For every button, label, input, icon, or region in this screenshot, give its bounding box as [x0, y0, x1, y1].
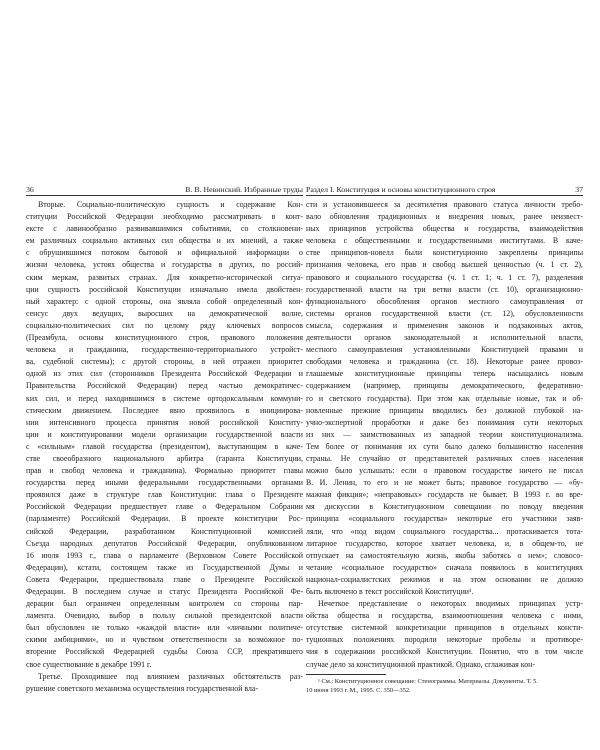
text-line: социально-политических сил по целому ряду ключевых вопросов [26, 320, 303, 330]
text-line: ных принципов устройства общества и государства, взаимодействия [306, 224, 583, 234]
text-line: правового и социального государства (ч. 1 ст. 1; ч. 1 ст. 7), разделения [306, 272, 583, 282]
text-line: смысла, содержания и применения законов и подзаконных актов, [306, 320, 583, 330]
text-line: мя дискуссии в Конституционном совещании по поводу введения [306, 502, 583, 512]
text-line: Федерации), кстати, состоящем также из Государственной Думы и [26, 562, 303, 572]
footnote-line: 10 июня 1993 г. М., 1995. С. 350—352. [306, 687, 411, 695]
running-head [26, 184, 303, 196]
text-line: отсутствие системной конкретизации принципов в отдельных консти- [306, 623, 583, 633]
text-line: ституции Российской Федерации необходимо рассматривать в конт- [26, 212, 303, 222]
text-line: Совета Федерации, предшествовала главе о Президенте Российской [26, 574, 303, 584]
text-line: прав и свобод человека и гражданина). Формально приоритет главы [26, 466, 303, 476]
text-line: литарное государство, которое хватает человека, и, в общем-то, не [306, 538, 583, 548]
text-line: учно-экспертной проработки и даже без понимания сути некоторых [306, 417, 583, 427]
text-line: Правительства Российской Федерации) перед частью демократичес- [26, 381, 303, 391]
text-line: Тем более от понимания их сути было далеко большинство населения [306, 441, 583, 451]
text-line: ем различных социально активных сил общества и их мнений, а также [26, 236, 303, 246]
page-number: 37 [575, 185, 583, 194]
text-line: свое существование в декабре 1991 г. [26, 659, 152, 669]
text-line: нии интенсивного процесса принятия новой российской Конститу- [26, 417, 303, 427]
body-text [306, 199, 583, 671]
text-line: человека с общественными и государственными институтами. В каче- [306, 236, 583, 246]
left-page [26, 184, 303, 695]
text-line: Российской Федерации предшествует главе о Федеральном Собрании [26, 502, 303, 512]
text-line: государства перед иными федеральными государственными органами [26, 478, 303, 488]
text-line: ойства общества и государства, взаимоотношения человека с ними, [306, 611, 583, 621]
text-line: (парламенте) Российской Федерации. В проекте конституции Рос- [26, 514, 303, 524]
text-line: Нечеткое представление о некоторых вводимых принципах устр- [318, 599, 583, 609]
text-line: стве своеобразного национального арбитра (гаранта Конституции, [26, 453, 303, 463]
text-line: стическим движением. Последнее явно проявилось в инициирова- [26, 405, 303, 415]
running-title: В. В. Невинский. Избранные труды [185, 185, 303, 194]
text-line: быть включено в текст российской Конституции¹. [306, 587, 474, 596]
running-title: Раздел I. Конституция и основы конституционного строя [306, 185, 496, 194]
text-line: дерации был ограничен определенным контролем со стороны пар- [26, 599, 303, 609]
text-line: Федерации. В последнем случае и статус Президента Российской Фе- [26, 587, 303, 596]
text-line: функционального обособления органов местного самоуправления от [306, 296, 583, 306]
text-line: случае дело за конституционной практикой. Однако, сглаживая кон- [306, 659, 536, 669]
text-line: вало обновления традиционных и внедрения новых, ранее неизвест- [306, 212, 583, 222]
text-line: туционных положениях породили некоторые пробелы и противоре- [306, 635, 583, 645]
text-line: страны. Не случайно от представителей различных слоев населения [306, 453, 583, 463]
text-line: принципа «социального государства» некоторые его участники заяв- [306, 514, 583, 524]
text-line: содержанием (например, принципы демократического, федеративно- [306, 381, 583, 391]
text-line: был обусловлен не только «жаждой власти» или «личными политиче- [26, 623, 303, 633]
text-line: можно было услышать: если о правовом государстве ничего не писал [306, 466, 583, 476]
footnote [306, 677, 583, 696]
text-line: новленные прежние принципы вводились без должной глубокой на- [306, 405, 583, 415]
body-text [26, 199, 303, 695]
text-line: отпускает на самостоятельную жизнь, якобы заботясь о нем»; словосо- [306, 550, 583, 560]
text-line: ких сил, и перед находившимся в системе ортодоксальным коммуни- [26, 393, 303, 403]
text-line: с обрушившимся потоком бытовой и официальной информации о [26, 248, 303, 258]
text-line: государственной власти на три ветви власти (ст. 10), организационно- [306, 284, 583, 294]
text-line: чия в содержании российской Конституции. Понятно, что в том числе [306, 647, 583, 657]
text-line: ексте с лавинообразно развивавшимися событиями, со столкновени- [26, 224, 303, 234]
text-line: свободами человека и гражданина (ст. 18). Некоторые ранее провоз- [306, 357, 583, 367]
text-line: из них — заимствованных из западной теории конституционализма. [306, 429, 583, 439]
text-line: Третье. Проходившее под влиянием различных обстоятельств раз- [38, 671, 303, 681]
text-line: (Преамбула, основы конституционного строя, правового положения [26, 333, 303, 343]
text-line: национал-социалистских режимов и на этом основании не должно [306, 574, 583, 584]
text-line: деятельности органов законодательной и исполнительной власти, [306, 333, 583, 343]
text-line: ный характер: с одной стороны, она являла собой определенный кон- [26, 296, 303, 306]
right-page [306, 184, 583, 696]
text-line: ляли, что «под видом социального государства... протаскивается тота- [306, 526, 583, 536]
text-line: с «сильным» главой государства (президентом), выступающим в каче- [26, 441, 303, 451]
text-line: Вторые. Социально-политическую сущность и содержание Кон- [38, 200, 303, 209]
text-line: ции и конституировании модели организации государственной власти [26, 429, 303, 439]
text-line: сти и установившееся за десятилетия правового статуса личности требо- [306, 200, 583, 209]
running-head [306, 184, 583, 196]
text-line: скими амбициями», но и чувством ответственности за возможное по- [26, 635, 303, 645]
text-line: глашаемые конституционные принципы теперь насыщались новым [306, 369, 583, 379]
text-line: го и светского государства). При этом как отдельные новые, так и об- [306, 393, 583, 403]
footnote-rule [306, 674, 386, 675]
text-line: одной из этих сил (сторонников Президента Российской Федерации и [26, 369, 303, 379]
text-line: ским меркам, развитых странах. Для конкретно-исторической ситуа- [26, 272, 303, 282]
text-line: человека и гражданина, государственно-территориального устройст- [26, 345, 303, 355]
text-line: вторение Российской Федерацией судьбы Союза ССР, прекратившего [26, 647, 303, 657]
text-line: В. И. Ленин, то его и не может быть; правовое государство — «бу- [306, 478, 583, 488]
text-line: системы органов государственной власти (ст. 12), обусловленности [306, 308, 583, 318]
text-line: четание «социальное государство» сначала появилось в конституциях [306, 562, 583, 572]
text-line: рушение советского механизма осуществления государственной вла- [26, 683, 259, 693]
text-line: ции сущность российской Конституции изначально имела двойствен- [26, 284, 303, 294]
text-line: мажная фикция»; «неправовых» государств не бывает. В 1993 г. во вре- [306, 490, 583, 500]
text-line: признания человека, его прав и свобод высшей ценностью (ч. 1 ст. 2), [306, 260, 583, 270]
text-line: проявился даже в структуре глав Конституции: глава о Президенте [26, 490, 303, 500]
text-line: стве принципов-новелл были конституционно закреплены принципы [306, 248, 583, 258]
text-line: жизни человека, устоях общества и государства в других, по россий- [26, 260, 303, 270]
text-line: Съезда народных депутатов Российской Федерации, опубликованном [26, 538, 303, 548]
text-line: ва, судебной системы); с другой стороны, в ней отражен приоритет [26, 357, 303, 367]
page-number: 36 [26, 185, 34, 194]
text-line: местного самоуправления установленными Конституцией правами и [306, 345, 583, 355]
text-line: сийской Федерации, разработанном Конституционной комиссией [26, 526, 303, 536]
text-line: сенсус двух ведущих, выросших на демократической волне, [26, 308, 303, 318]
text-line: ламента. Очевидно, выбор в пользу сильной президентской власти [26, 611, 303, 621]
footnote-line: ¹ См.: Конституционное совещание: Стенограммы. Материалы. Документы. Т. 5. [318, 677, 538, 685]
text-line: 16 июля 1993 г., глава о парламенте (Верховном Совете Российской [26, 550, 303, 560]
